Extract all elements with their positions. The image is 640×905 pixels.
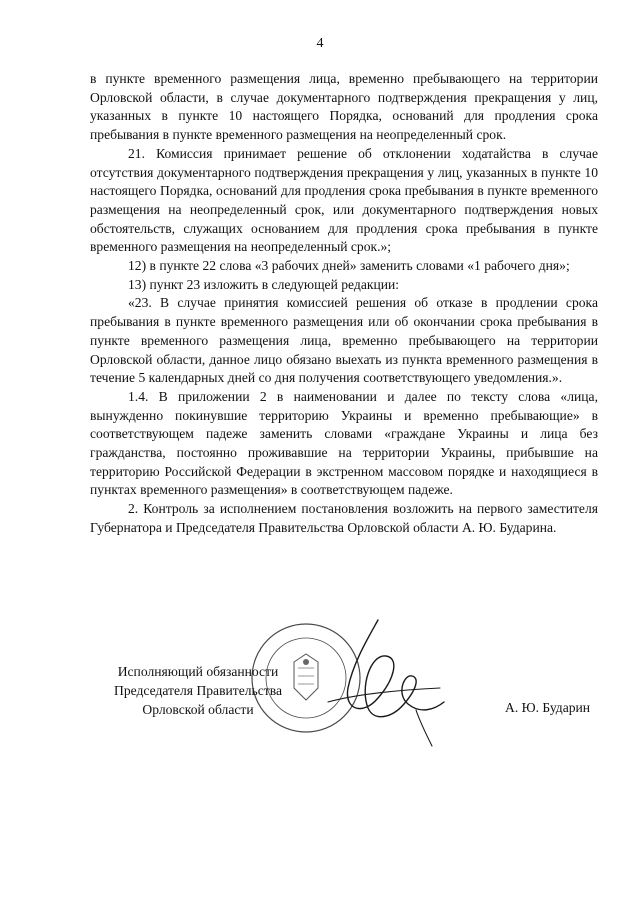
paragraph-3: 12) в пункте 22 слова «3 рабочих дней» заменить словами «1 рабочего дня»; (128, 258, 570, 274)
document-body (90, 70, 598, 538)
position-line-2: Председателя Правительства (114, 683, 282, 698)
paragraph-4: 13) пункт 23 изложить в следующей редакции: (128, 276, 400, 292)
paragraph-1: в пункте временного размещения лица, временно пребывающего на территории Орловской области, в случае документарного подтверждения прекращения у лиц, указанных в пункте 10 настоящего Порядка, оснований для продления срока пребывания в пункте временного размещения на неопределенный срок. (90, 71, 598, 143)
paragraph-6: 1.4. В приложении 2 в наименовании и далее по тексту слова «лица, вынужденно покинувшие территорию Украины и временно пребывающие» в соответствующем падеже заменить словами «граждане Украины и лица без гражданства, постоянно проживавшие на территории Украины, прибывшие на территорию Российской Федерации в экстренном массовом порядке и находящиеся в пунктах временного размещения» в соответствующем падеже. (90, 388, 598, 498)
page-number: 4 (316, 36, 324, 51)
paragraph-7: 2. Контроль за исполнением постановления возложить на первого заместителя Губернатора и Председателя Правительства Орловской области А. Ю. Бударина. (90, 501, 598, 535)
paragraph-2: 21. Комиссия принимает решение об отклонении ходатайства в случае отсутствия документарного подтверждения прекращения у лиц, указанных в пункте 10 настоящего Порядка, оснований для продления срока пребывания в пункте временного размещения на неопределенный срок, или документарного подтверждения новых обстоятельств, служащих основанием для продления срока пребывания в пункте временного размещения на неопределенный срок.»; (90, 145, 598, 255)
handwritten-signature (308, 618, 448, 748)
position-line-1: Исполняющий обязанности (117, 664, 279, 679)
paragraph-5: «23. В случае принятия комиссией решения об отказе в продлении срока пребывания в пункте временного размещения или об окончании срока пребывания в пункте временного размещения лица, временно пребывающего на территории Орловской области, данное лицо обязано выехать из пункта временного размещения в течение 5 календарных дней со дня получения соответствующего уведомления.». (90, 295, 598, 386)
signatory-position (98, 662, 298, 719)
signatory-name: А. Ю. Бударин (505, 700, 591, 715)
position-line-3: Орловской области (142, 702, 254, 717)
